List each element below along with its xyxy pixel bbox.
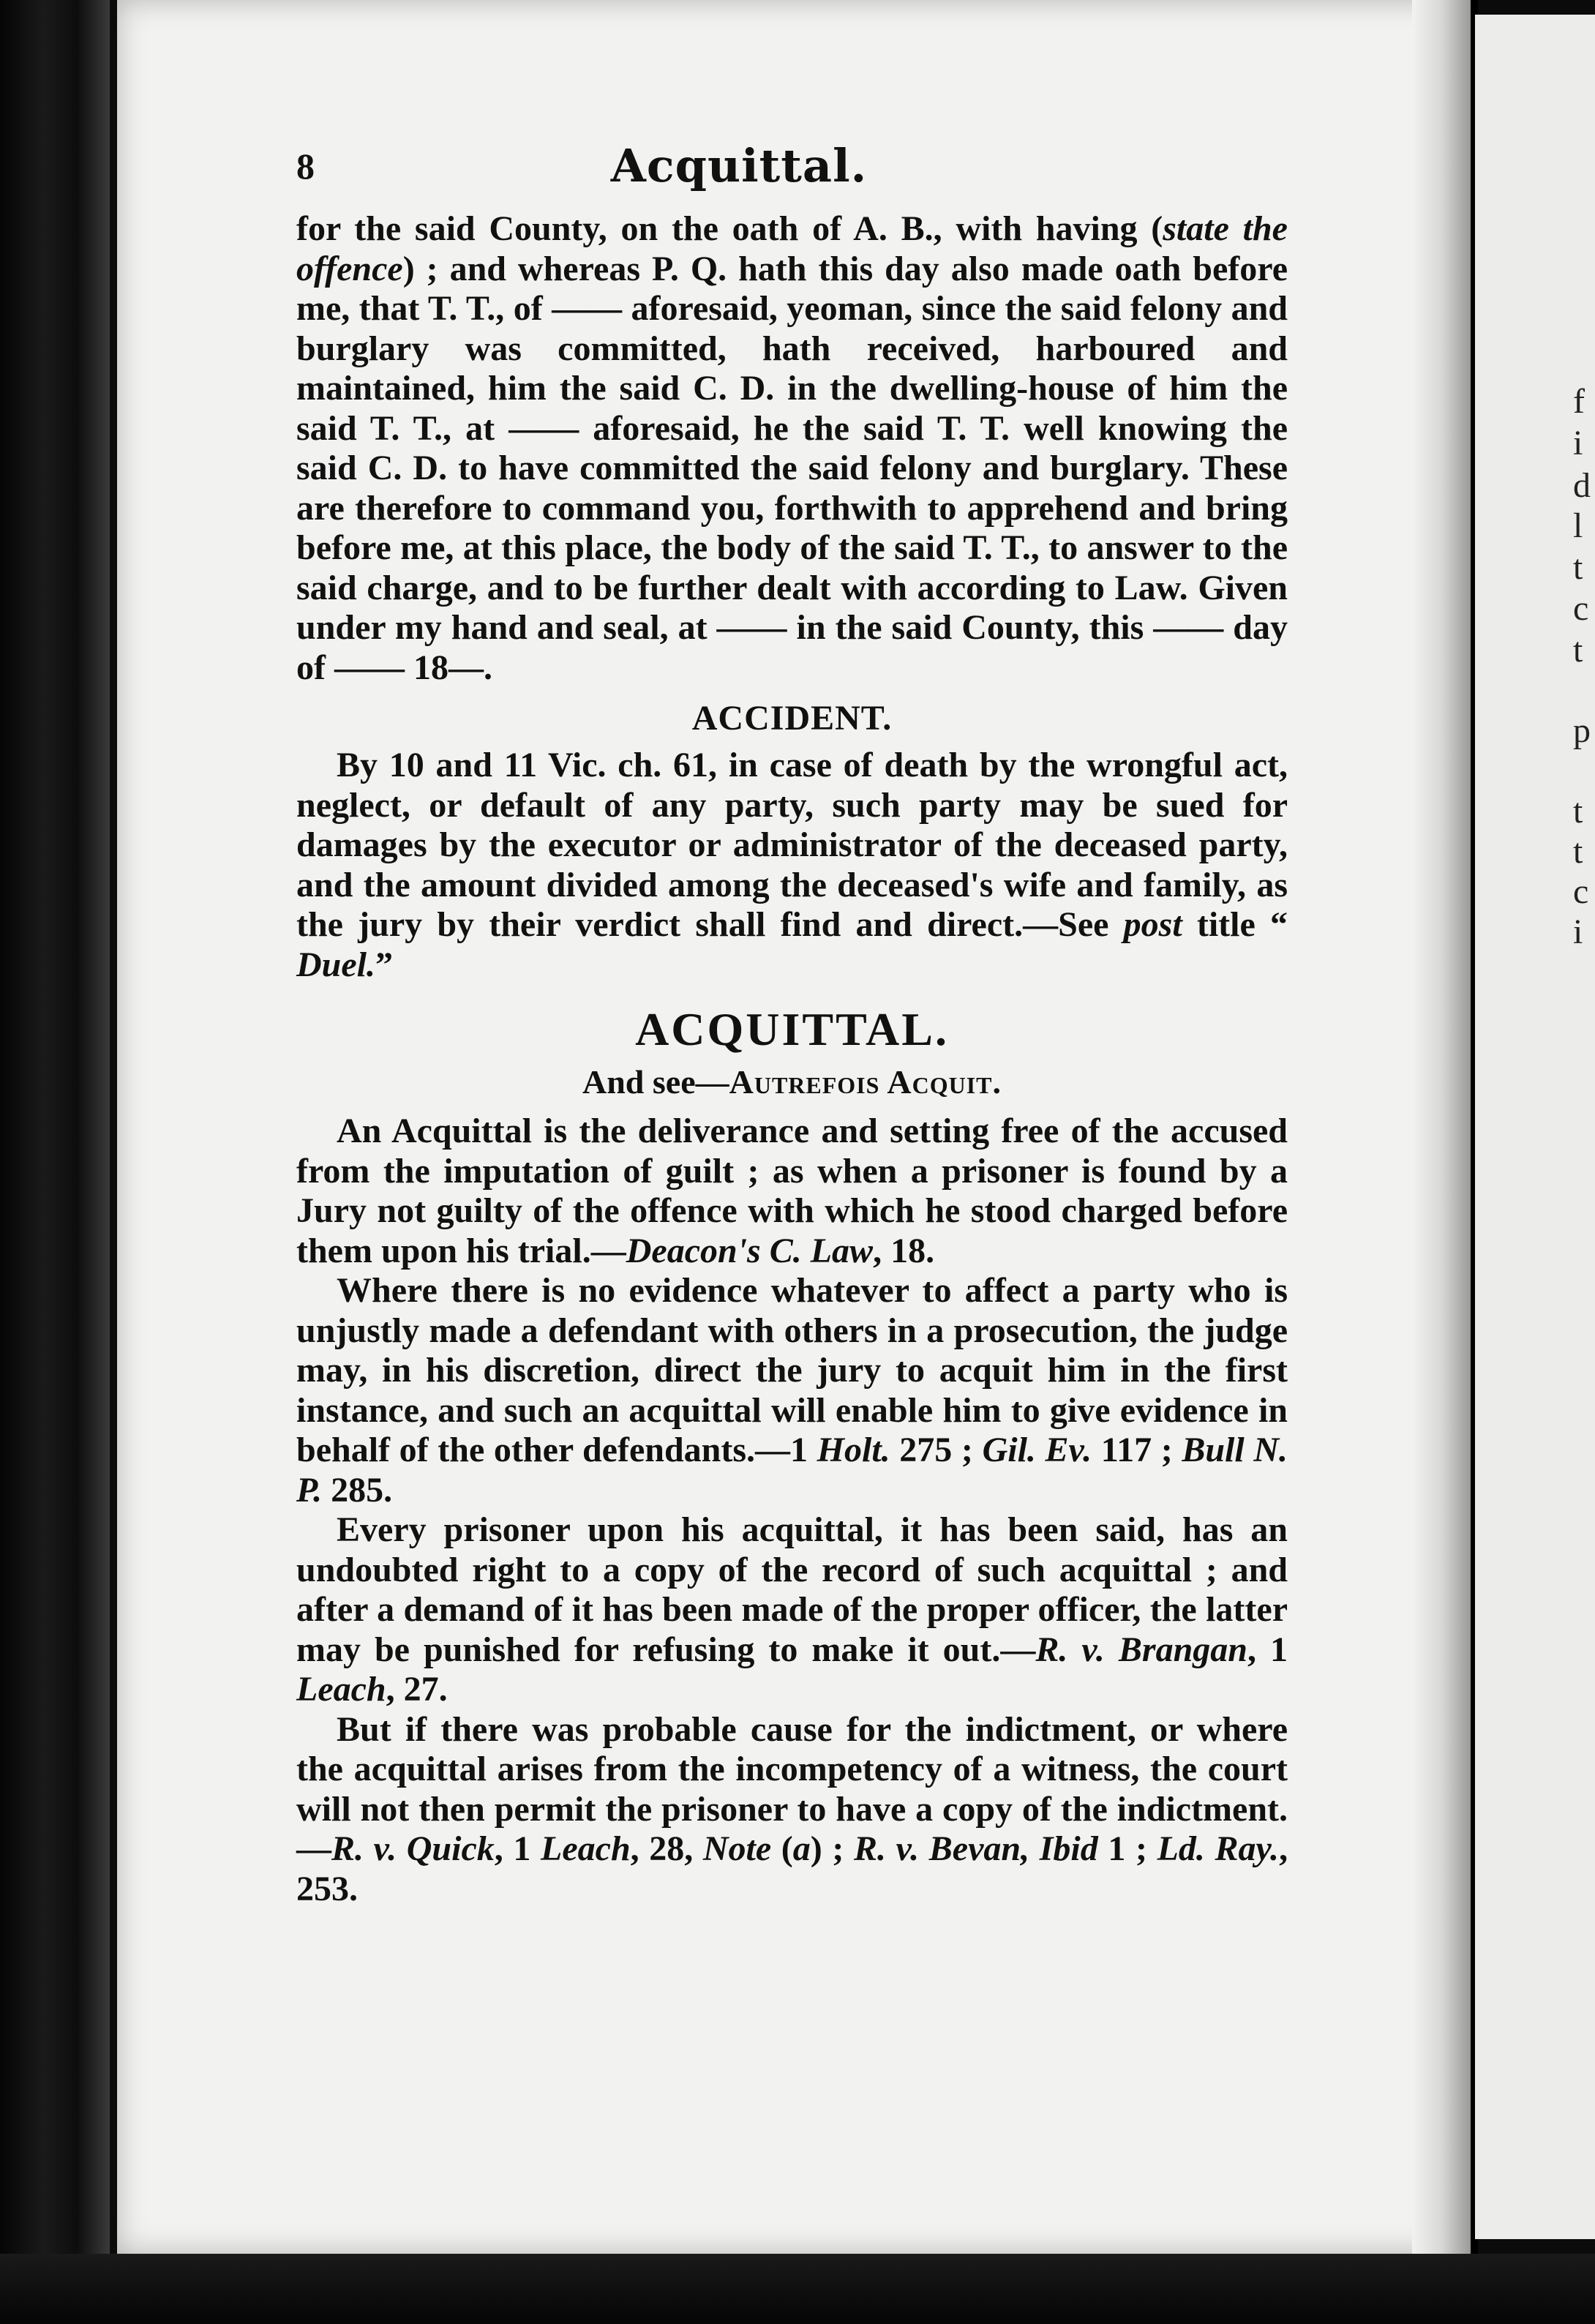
facing-fragment: c [1573, 872, 1589, 911]
facing-fragment: t [1573, 631, 1583, 670]
acquittal-paragraph-4: But if there was probable cause for the indictment, or where the acquittal arises from the incompetency of a witness, the court will not then permit the prisoner to have a copy of the indictment.—R. v. Quick, 1 Leach, 28, Note (a) ; R. v. Bevan, Ibid 1 ; Ld. Ray., 253. [296, 1709, 1288, 1908]
facing-fragment: l [1573, 506, 1583, 545]
facing-fragment: t [1573, 832, 1583, 871]
continuation-paragraph: for the said County, on the oath of A. B., with having (state the offence) ; and whereas P. Q. hath this day also made oath before me, that T. T., of —— aforesaid, yeoman, since the said felony and burglary was committed, hath received, harboured and maintained, him the said C. D. in the dwelling-house of him the said T. T., at —— aforesaid, he the said T. T. well knowing the said C. D. to have committed the said felony and burglary. These are therefore to command you, forthwith to apprehend and bring before me, at this place, the body of the said T. T., to answer to the said charge, and to be further dealt with according to Law. Given under my hand and seal, at —— in the said County, this —— day of —— 18—. [296, 209, 1288, 687]
scanner-edge-left [0, 0, 110, 2324]
body-text [296, 209, 1288, 1909]
section-heading-acquittal: ACQUITTAL. [635, 1003, 949, 1055]
see-also-line: And see—Autrefois Acquit. [582, 1063, 1002, 1101]
facing-fragment: i [1573, 424, 1583, 462]
facing-fragment: i [1573, 912, 1583, 951]
facing-fragment: c [1573, 589, 1589, 628]
see-also-reference: Autrefois Acquit. [729, 1063, 1002, 1101]
running-title: Acquittal. [610, 139, 868, 192]
acquittal-paragraph-2: Where there is no evidence whatever to affect a party who is unjustly made a defendant with others in a prosecution, the judge may, in his discretion, direct the jury to acquit him in the first instance, and such an acquittal will enable him to give evidence in behalf of the other defendants.—1 Holt. 275 ; Gil. Ev. 117 ; Bull N. P. 285. [296, 1271, 1288, 1510]
scanner-edge-bottom [0, 2254, 1595, 2324]
facing-fragment: d [1573, 466, 1591, 505]
page-number: 8 [296, 146, 315, 187]
running-head [183, 139, 1295, 198]
facing-fragment: t [1573, 792, 1583, 831]
facing-fragment: t [1573, 548, 1583, 587]
page-content [183, 139, 1295, 1909]
acquittal-paragraph-3: Every prisoner upon his acquittal, it has been said, has an undoubted right to a copy of the record of such acquittal ; and after a demand of it has been made of the proper officer, the latter may be punished for refusing to make it out.—R. v. Brangan, 1 Leach, 27. [296, 1510, 1288, 1709]
accident-paragraph: By 10 and 11 Vic. ch. 61, in case of death by the wrongful act, neglect, or default of any party, such party may be sued for damages by the executor or administrator of the deceased party, and the amount divided among the deceased's wife and family, as the jury by their verdict shall find and direct.—See post title “ Duel.” [296, 746, 1288, 984]
acquittal-paragraph-1: An Acquittal is the deliverance and setting free of the accused from the imputation of guilt ; as when a prisoner is found by a Jury not guilty of the offence with which he stood charged before them upon his trial.—Deacon's C. Law, 18. [296, 1112, 1288, 1270]
facing-fragment: f [1573, 382, 1585, 421]
facing-fragment: p [1573, 711, 1591, 750]
section-heading-accident: ACCIDENT. [691, 699, 893, 738]
facing-page-edge [1475, 15, 1595, 2239]
page-gutter [1412, 0, 1471, 2254]
